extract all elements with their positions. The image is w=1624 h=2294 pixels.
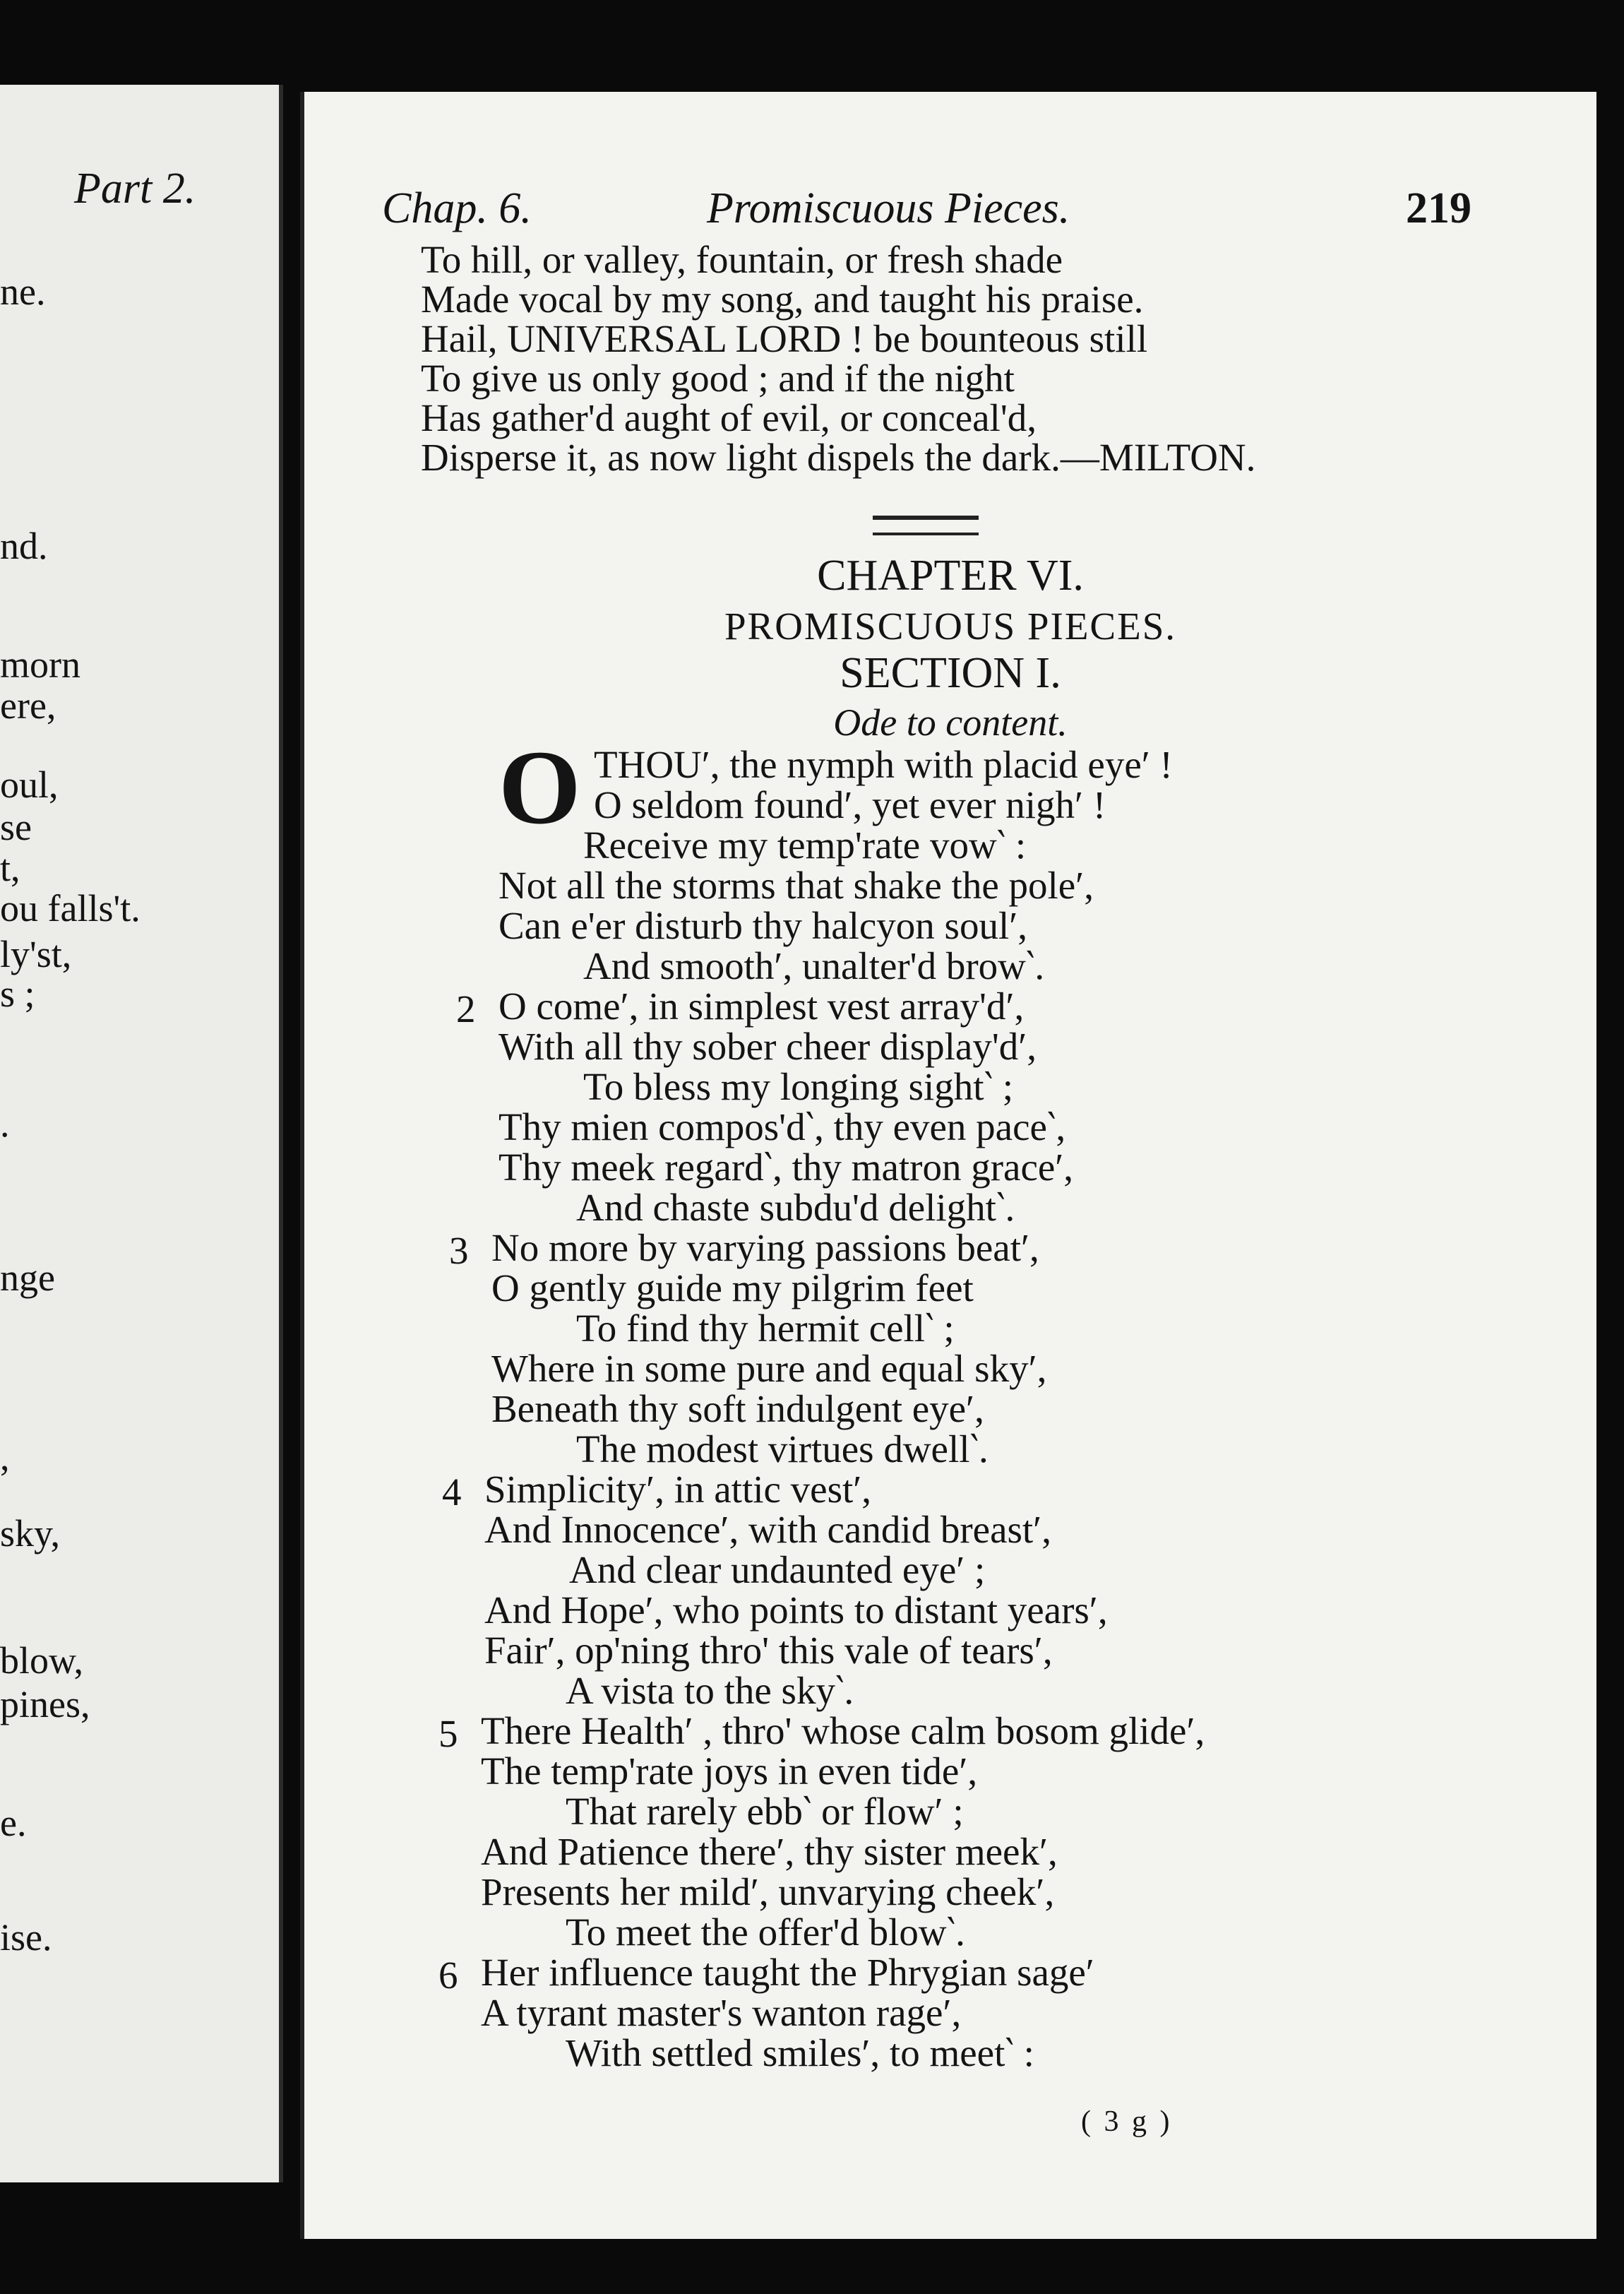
closing-line: Has gather'd aught of evil, or conceal'd,: [421, 396, 1037, 439]
verse-line: Receive my temp'rate vow‵ :: [583, 824, 1027, 867]
left-facing-page: [0, 85, 283, 2182]
verse-line: No more by varying passions beat′,: [491, 1226, 1039, 1269]
verse-line: Simplicity′, in attic vest′,: [484, 1468, 872, 1511]
stanza-number: 2: [456, 987, 476, 1030]
verse-line: Presents her mild′, unvarying cheek′,: [481, 1870, 1055, 1913]
running-head-chapter: Chap. 6.: [382, 184, 532, 232]
left-fragment: t,: [0, 847, 20, 889]
verse-line: There Health′ , thro' whose calm bosom glide′,: [481, 1709, 1205, 1752]
left-fragment: se: [0, 806, 32, 848]
verse-line: And Innocence′, with candid breast′,: [484, 1508, 1051, 1551]
verse-line: And Hope′, who points to distant years′,: [484, 1588, 1108, 1632]
left-fragment: ou falls't.: [0, 887, 141, 929]
stanza-number: 6: [438, 1954, 458, 1997]
page-number: 219: [1406, 184, 1471, 232]
verse-line: And smooth′, unalter'd brow‵.: [583, 944, 1045, 987]
left-fragment: nd.: [0, 525, 48, 567]
verse-line: Thy meek regard‵, thy matron grace′,: [498, 1146, 1074, 1189]
running-head: [304, 184, 1596, 240]
verse-line: And clear undaunted eye′ ;: [569, 1548, 986, 1591]
verse-line: To meet the offer'd blow‵.: [566, 1910, 965, 1954]
verse-line: With settled smiles′, to meet‵ :: [566, 2031, 1034, 2074]
printer-signature: ( 3 g ): [1081, 2105, 1173, 2138]
left-fragment: oul,: [0, 763, 59, 806]
stanza-number: 3: [449, 1229, 469, 1272]
verse-line: With all thy sober cheer display'd′,: [498, 1025, 1037, 1068]
left-fragment: morn: [0, 643, 80, 686]
left-fragment: .: [0, 1103, 10, 1145]
verse-line: O seldom found′, yet ever nigh′ !: [594, 783, 1106, 826]
chapter-subtitle: PROMISCUOUS PIECES.: [724, 605, 1177, 648]
drop-cap: O: [498, 729, 581, 846]
closing-line: Made vocal by my song, and taught his praise.: [421, 278, 1144, 321]
poem-title: Ode to content.: [833, 701, 1068, 744]
verse-line: A vista to the sky‵.: [566, 1669, 854, 1712]
verse-line: Her influence taught the Phrygian sage′: [481, 1951, 1094, 1994]
left-fragment: ,: [0, 1436, 10, 1478]
left-fragment: e.: [0, 1802, 27, 1844]
verse-line: That rarely ebb‵ or flow′ ;: [566, 1790, 964, 1833]
verse-line: To bless my longing sight‵ ;: [583, 1065, 1014, 1108]
closing-line: Hail, UNIVERSAL LORD ! be bounteous still: [421, 317, 1148, 360]
running-head-title: Promiscuous Pieces.: [707, 184, 1070, 232]
closing-line: To hill, or valley, fountain, or fresh shade: [421, 238, 1063, 281]
left-fragment: pines,: [0, 1683, 90, 1725]
right-page: [300, 92, 1596, 2239]
verse-line: THOU′, the nymph with placid eye′ !: [594, 743, 1173, 786]
verse-line: O come′, in simplest vest array'd′,: [498, 985, 1025, 1028]
verse-line: The modest virtues dwell‵.: [576, 1427, 989, 1470]
left-fragment: sky,: [0, 1512, 61, 1555]
left-fragment: ise.: [0, 1916, 52, 1959]
stanza-number: 4: [442, 1470, 462, 1514]
verse-line: O gently guide my pilgrim feet: [491, 1266, 974, 1309]
chapter-heading: CHAPTER VI.: [817, 552, 1084, 600]
closing-line: Disperse it, as now light dispels the dark.—MILTON.: [421, 436, 1256, 479]
verse-line: And chaste subdu'd delight‵.: [576, 1186, 1015, 1229]
left-fragment: nge: [0, 1256, 55, 1299]
verse-line: Beneath thy soft indulgent eye′,: [491, 1387, 984, 1430]
left-fragment: blow,: [0, 1639, 83, 1682]
verse-line: And Patience there′, thy sister meek′,: [481, 1830, 1058, 1873]
left-fragment: s ;: [0, 973, 35, 1015]
verse-line: A tyrant master's wanton rage′,: [481, 1991, 962, 2034]
verse-line: Where in some pure and equal sky′,: [491, 1347, 1047, 1390]
closing-line: To give us only good ; and if the night: [421, 357, 1015, 400]
verse-line: Can e'er disturb thy halcyon soul′,: [498, 904, 1028, 947]
verse-line: The temp'rate joys in even tide′,: [481, 1749, 978, 1793]
verse-line: Not all the storms that shake the pole′,: [498, 864, 1094, 907]
left-running-head: Part 2.: [74, 165, 196, 213]
left-fragment: ne.: [0, 271, 46, 313]
left-fragment: ere,: [0, 684, 56, 727]
section-heading: SECTION I.: [840, 649, 1061, 697]
stanza-number: 5: [438, 1712, 458, 1755]
verse-line: Thy mien compos'd‵, thy even pace‵,: [498, 1105, 1066, 1148]
verse-line: To find thy hermit cell‵ ;: [576, 1307, 955, 1350]
verse-line: Fair′, op'ning thro' this vale of tears′,: [484, 1629, 1053, 1672]
left-fragment: ly'st,: [0, 933, 72, 975]
section-rule: [873, 516, 979, 535]
